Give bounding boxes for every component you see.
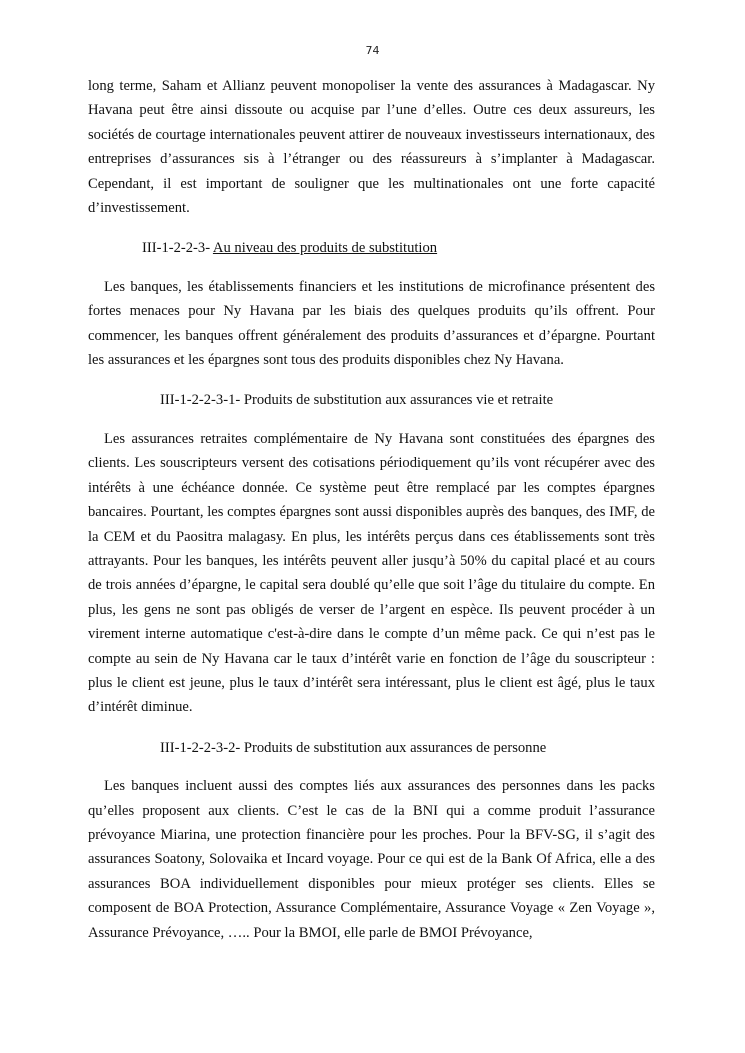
paragraph-retirement-savings: Les assurances retraites complémentaire de Ny Havana sont constituées des épargnes des clients. Les souscripteurs versent des cotisations périodiquement qu’ils vont récupérer avec des intérêts à une échéance donnée. Ce système peut être remplacé par les comptes épargnes bancaires. Pourtant, les comptes épargnes sont aussi disponibles auprès des banques, des IMF, de la CEM et du Paositra malagasy. En plus, les intérêts perçus dans ces établissements sont très attrayants. Pour les banques, les intérêts peuvent aller jusqu’à 50% du capital placé et au cours de trois années d’épargne, le capital sera doublé qu’elle que soit l’âge du titulaire du compte. En plus, les gens ne sont pas obligés de verser de l’argent en espèce. Ils peuvent procéder à un virement interne automatique c'est-à-dire dans le compte d’un même pack. Ce qui n’est pas le compte au sein de Ny Havana car le taux d’intérêt varie en fonction de l’âge du souscripteur : plus le client est jeune, plus le taux d’intérêt sera intéressant, plus le client est âgé, plus le taux d’intérêt diminue. [88, 430, 655, 716]
section-heading-title: Au niveau des produits de substitution [212, 240, 438, 257]
paragraph-continuation: long terme, Saham et Allianz peuvent monopoliser la vente des assurances à Madagascar. Ny Havana peut être ainsi dissoute ou acquise par l’une d’elles. Outre ces deux assureurs, les sociétés de courtage internationales peuvent attirer de nouveaux investisseurs internationaux, des entreprises d’assurances sis à l’étranger ou des réassureurs à s’implanter à Madagascar. Cependant, il est important de souligner que les multinationales ont une forte capacité d’investissement. [88, 78, 655, 217]
paragraph-bank-insurance-packs: Les banques incluent aussi des comptes liés aux assurances des personnes dans les packs qu’elles proposent aux clients. C’est le cas de la BNI qui a comme produit l’assurance prévoyance Miarina, une protection financière pour les proches. Pour la BFV-SG, il s’agit des assurances Soatony, Solovaika et Incard voyage. Pour ce qui est de la Bank Of Africa, elle a des assurances BOA individuellement disponibles pour mieux protéger ses clients. Elles se composent de BOA Protection, Assurance Complémentaire, Assurance Voyage « Zen Voyage », Assurance Prévoyance, ….. Pour la BMOI, elle parle de BMOI Prévoyance, [88, 778, 655, 941]
page-number: 74 [365, 44, 380, 57]
paragraph-substitution-threats: Les banques, les établissements financiers et les institutions de microfinance présentent des fortes menaces pour Ny Havana par les biais des quelques produits qu’ils offrent. Pour commencer, les banques offrent généralement des produits d’assurances et d’épargne. Pourtant les assurances et les épargnes sont tous des produits disponibles chez Ny Havana. [88, 278, 655, 369]
subsection-heading-personal-insurance: III-1-2-2-3-2- Produits de substitution aux assurances de personne [160, 739, 547, 756]
section-heading-number: III-1-2-2-3- [142, 240, 213, 257]
section-heading-substitution-products [88, 236, 655, 260]
page-content [88, 74, 655, 945]
subsection-heading-life-retirement: III-1-2-2-3-1- Produits de substitution aux assurances vie et retraite [160, 392, 554, 409]
